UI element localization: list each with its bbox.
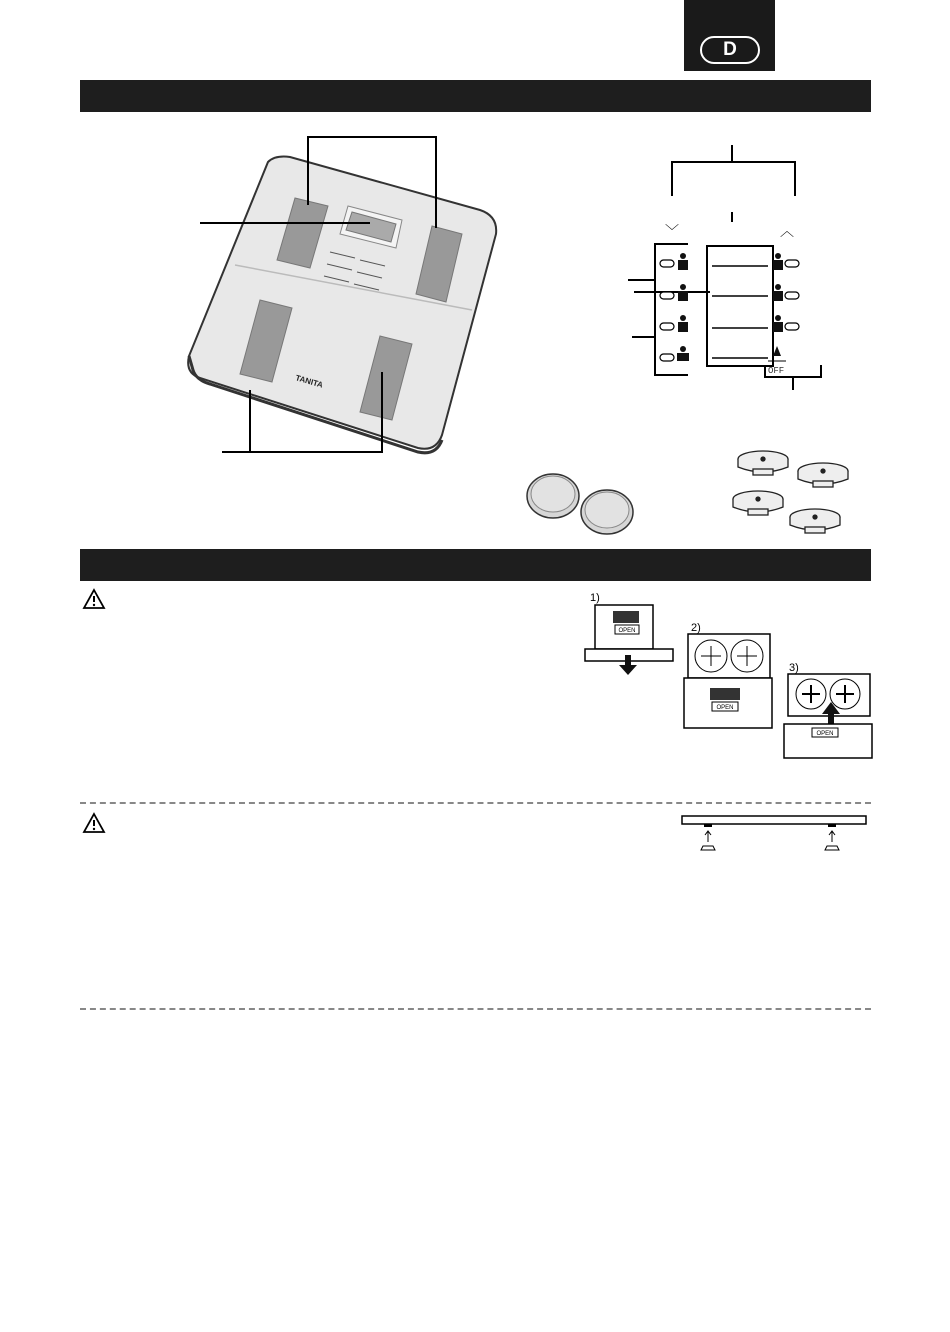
battery-step-1-label: 1) <box>590 592 600 604</box>
scale-brand-logo: TANITA <box>294 373 324 390</box>
foot-cap-side-view <box>680 812 870 857</box>
step2-open-label: OPEN <box>716 705 734 711</box>
step3-open-label: OPEN <box>816 731 834 737</box>
language-badge: D <box>700 36 760 64</box>
foot-caps-illustration <box>730 445 870 545</box>
battery-step-3-label: 3) <box>789 662 799 674</box>
dashed-separator <box>80 1008 871 1010</box>
up-arrow-label: ︿ <box>780 223 794 239</box>
dashed-separator <box>80 802 871 804</box>
section-header-bar-batteries <box>80 549 871 581</box>
warning-triangle-icon <box>82 588 106 610</box>
battery-step-1-illustration <box>585 603 675 683</box>
battery-step-3-illustration <box>784 672 874 762</box>
down-arrow-label: ﹀ <box>665 223 679 239</box>
control-panel-diagram <box>620 140 850 400</box>
battery-step-2-illustration <box>684 632 774 732</box>
off-label: OFF <box>768 366 785 376</box>
warning-triangle-icon <box>82 812 106 834</box>
battery-step-2-label: 2) <box>691 622 701 634</box>
step1-open-label: OPEN <box>618 628 636 634</box>
coin-batteries-illustration <box>525 470 645 540</box>
